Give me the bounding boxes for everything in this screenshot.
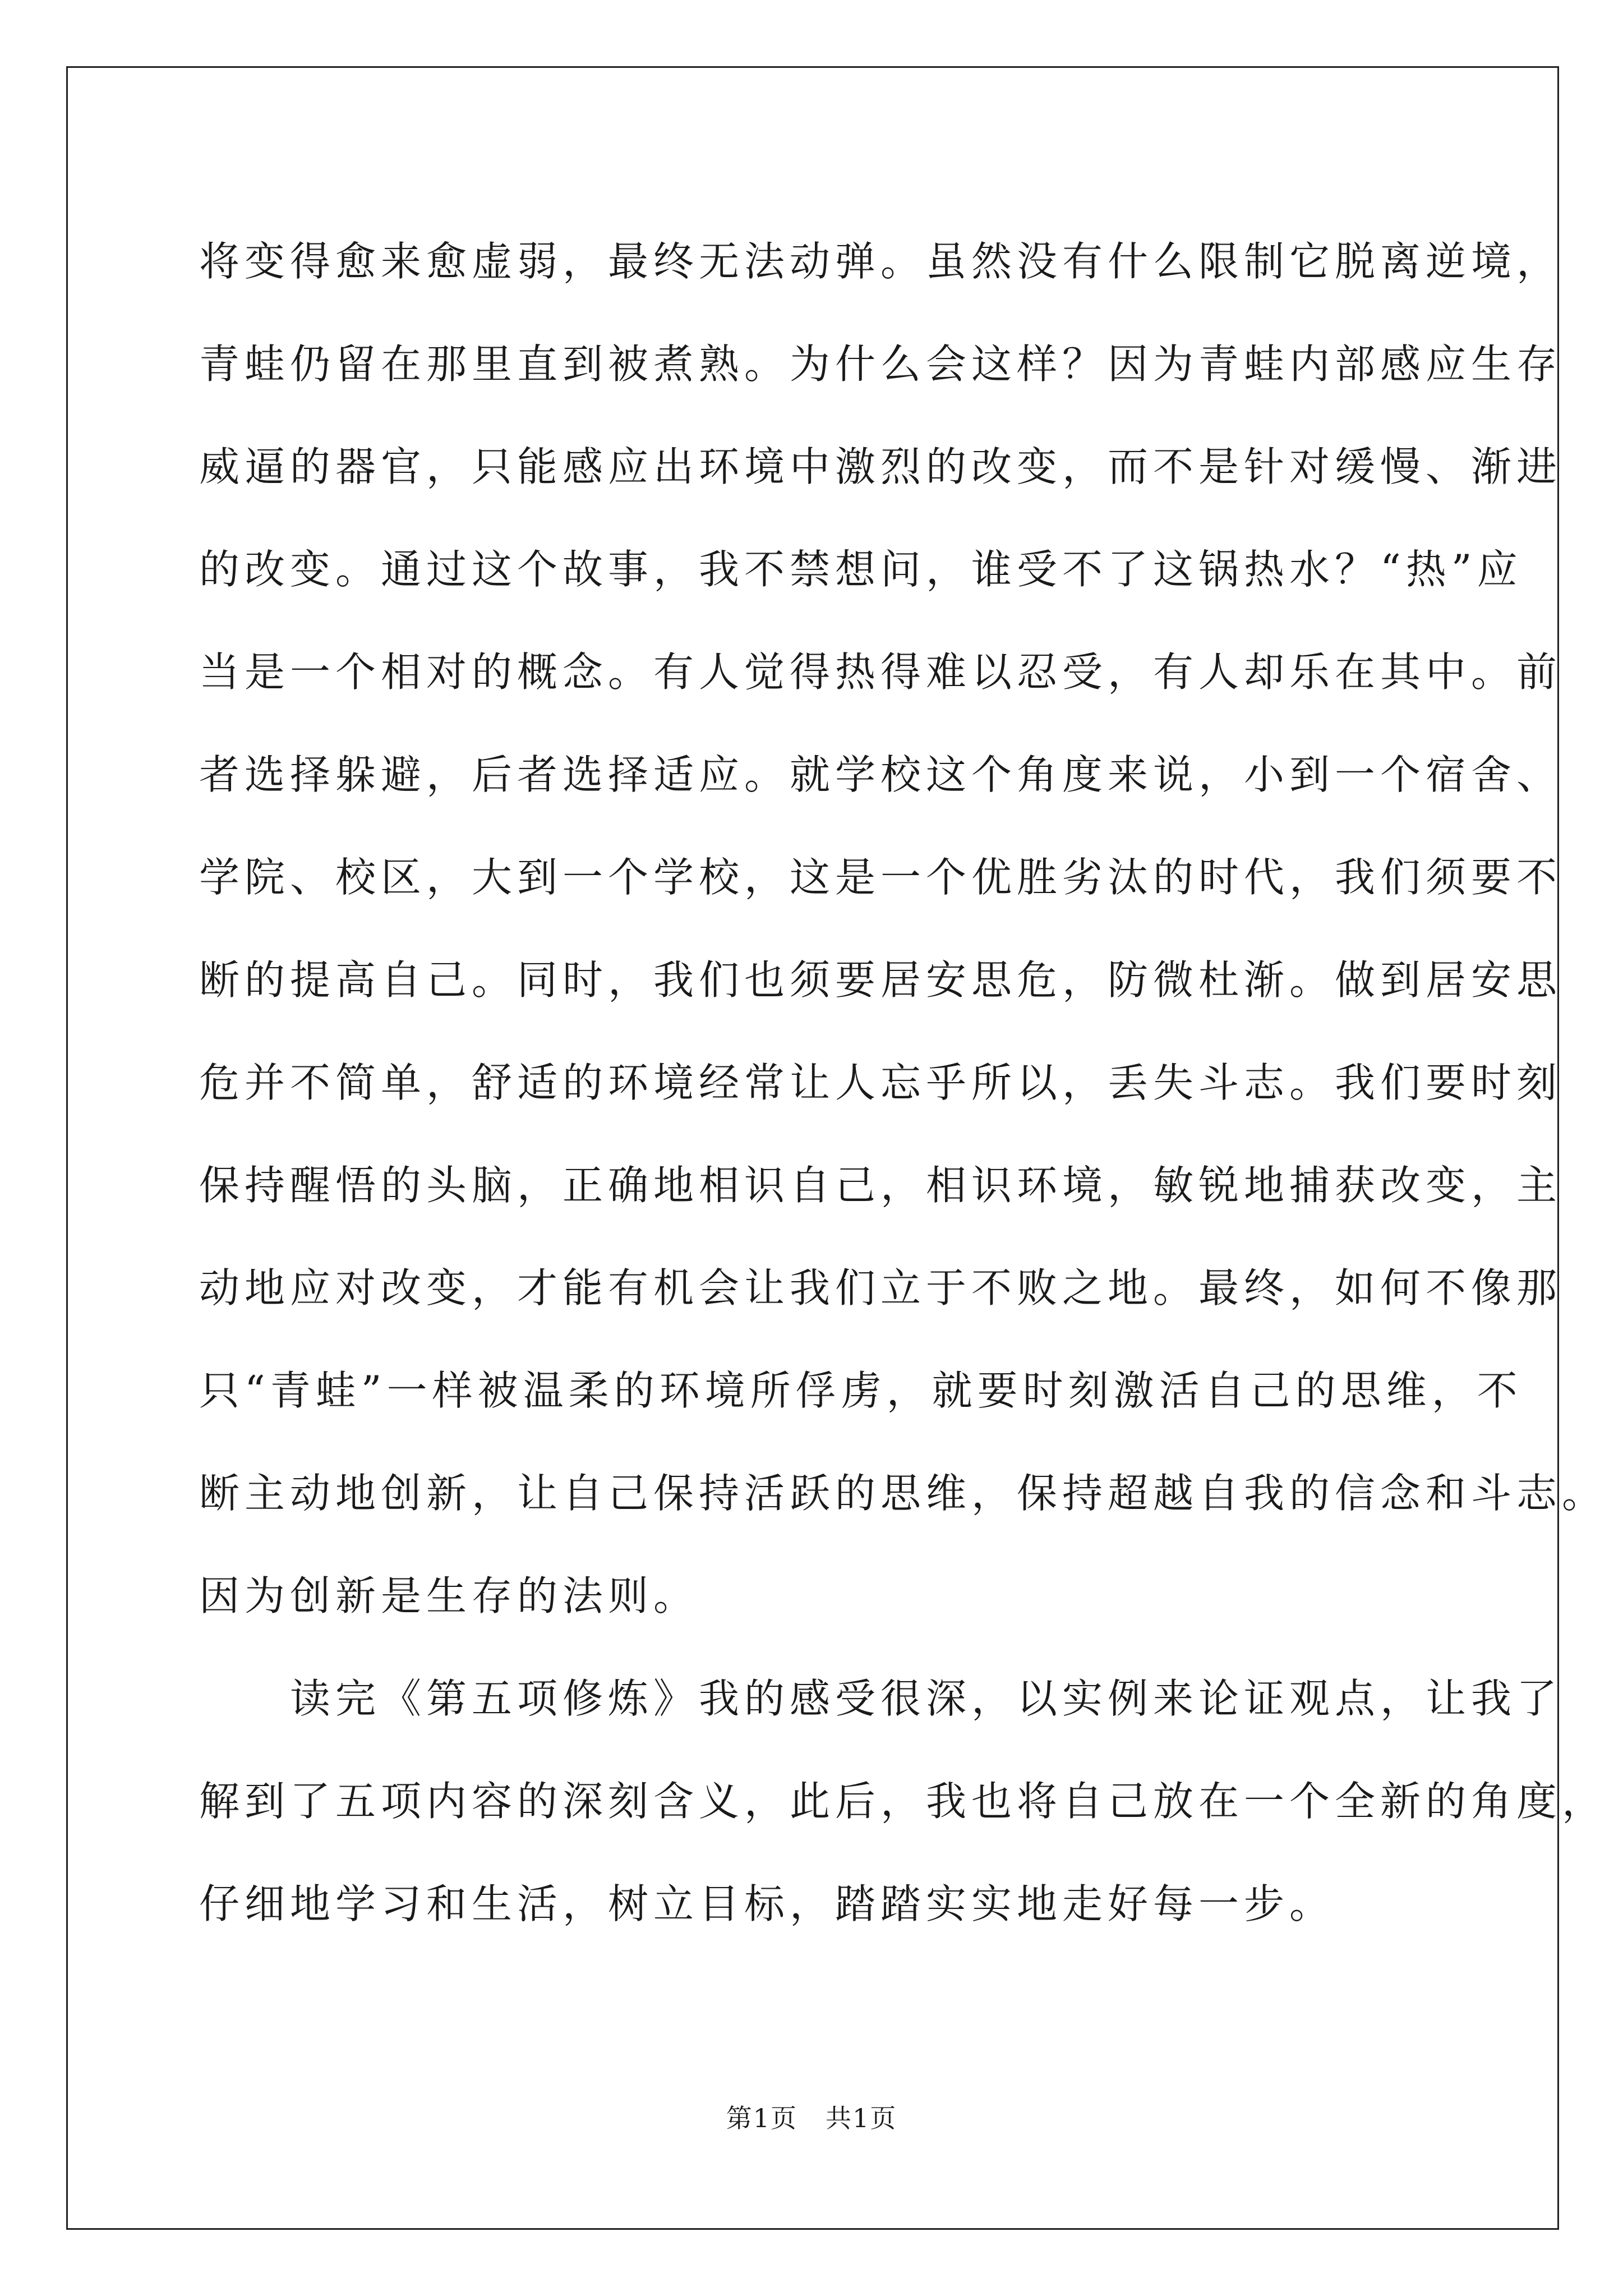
text-line: 保持醒悟的头脑，正确地相识自己，相识环境，敏锐地捕获改变，主 [199,1162,1562,1209]
text-line: 将变得愈来愈虚弱，最终无法动弹。虽然没有什么限制它脱离逆境， [199,238,1562,285]
text-line: 威逼的器官，只能感应出环境中激烈的改变，而不是针对缓慢、渐进 [199,443,1562,490]
text-line: 当是一个相对的概念。有人觉得热得难以忍受，有人却乐在其中。前 [199,648,1562,696]
text-line: 断的提高自己。同时，我们也须要居安思危，防微杜渐。做到居安思 [199,956,1562,1004]
text-line: 只“青蛙”一样被温柔的环境所俘虏，就要时刻激活自己的思维，不 [199,1367,1523,1414]
paragraph-1 [199,210,1608,1648]
text-line: 因为创新是生存的法则。 [199,1572,699,1619]
document-body [199,210,1608,1955]
paragraph-2 [199,1648,1608,1955]
page-footer [0,2098,1623,2135]
text-line: 者选择躲避，后者选择适应。就学校这个角度来说，小到一个宿舍、 [199,751,1562,798]
page-number: 第1页 [726,2103,797,2133]
text-line: 的改变。通过这个故事，我不禁想问，谁受不了这锅热水？“热”应 [199,546,1523,593]
text-line: 解到了五项内容的深刻含义，此后，我也将自己放在一个全新的角度， [199,1778,1608,1825]
text-line: 学院、校区，大到一个学校，这是一个优胜劣汰的时代，我们须要不 [199,854,1562,901]
text-line: 读完《第五项修炼》我的感受很深，以实例来论证观点，让我了 [199,1675,1562,1722]
text-line: 危并不简单，舒适的环境经常让人忘乎所以，丢失斗志。我们要时刻 [199,1059,1562,1106]
text-line: 断主动地创新，让自己保持活跃的思维，保持超越自我的信念和斗志。 [199,1470,1608,1517]
text-line: 仔细地学习和生活，树立目标，踏踏实实地走好每一步。 [199,1880,1335,1927]
text-line: 动地应对改变，才能有机会让我们立于不败之地。最终，如何不像那 [199,1264,1562,1312]
page-total: 共1页 [826,2103,897,2133]
text-line: 青蛙仍留在那里直到被煮熟。为什么会这样？因为青蛙内部感应生存 [199,341,1562,388]
